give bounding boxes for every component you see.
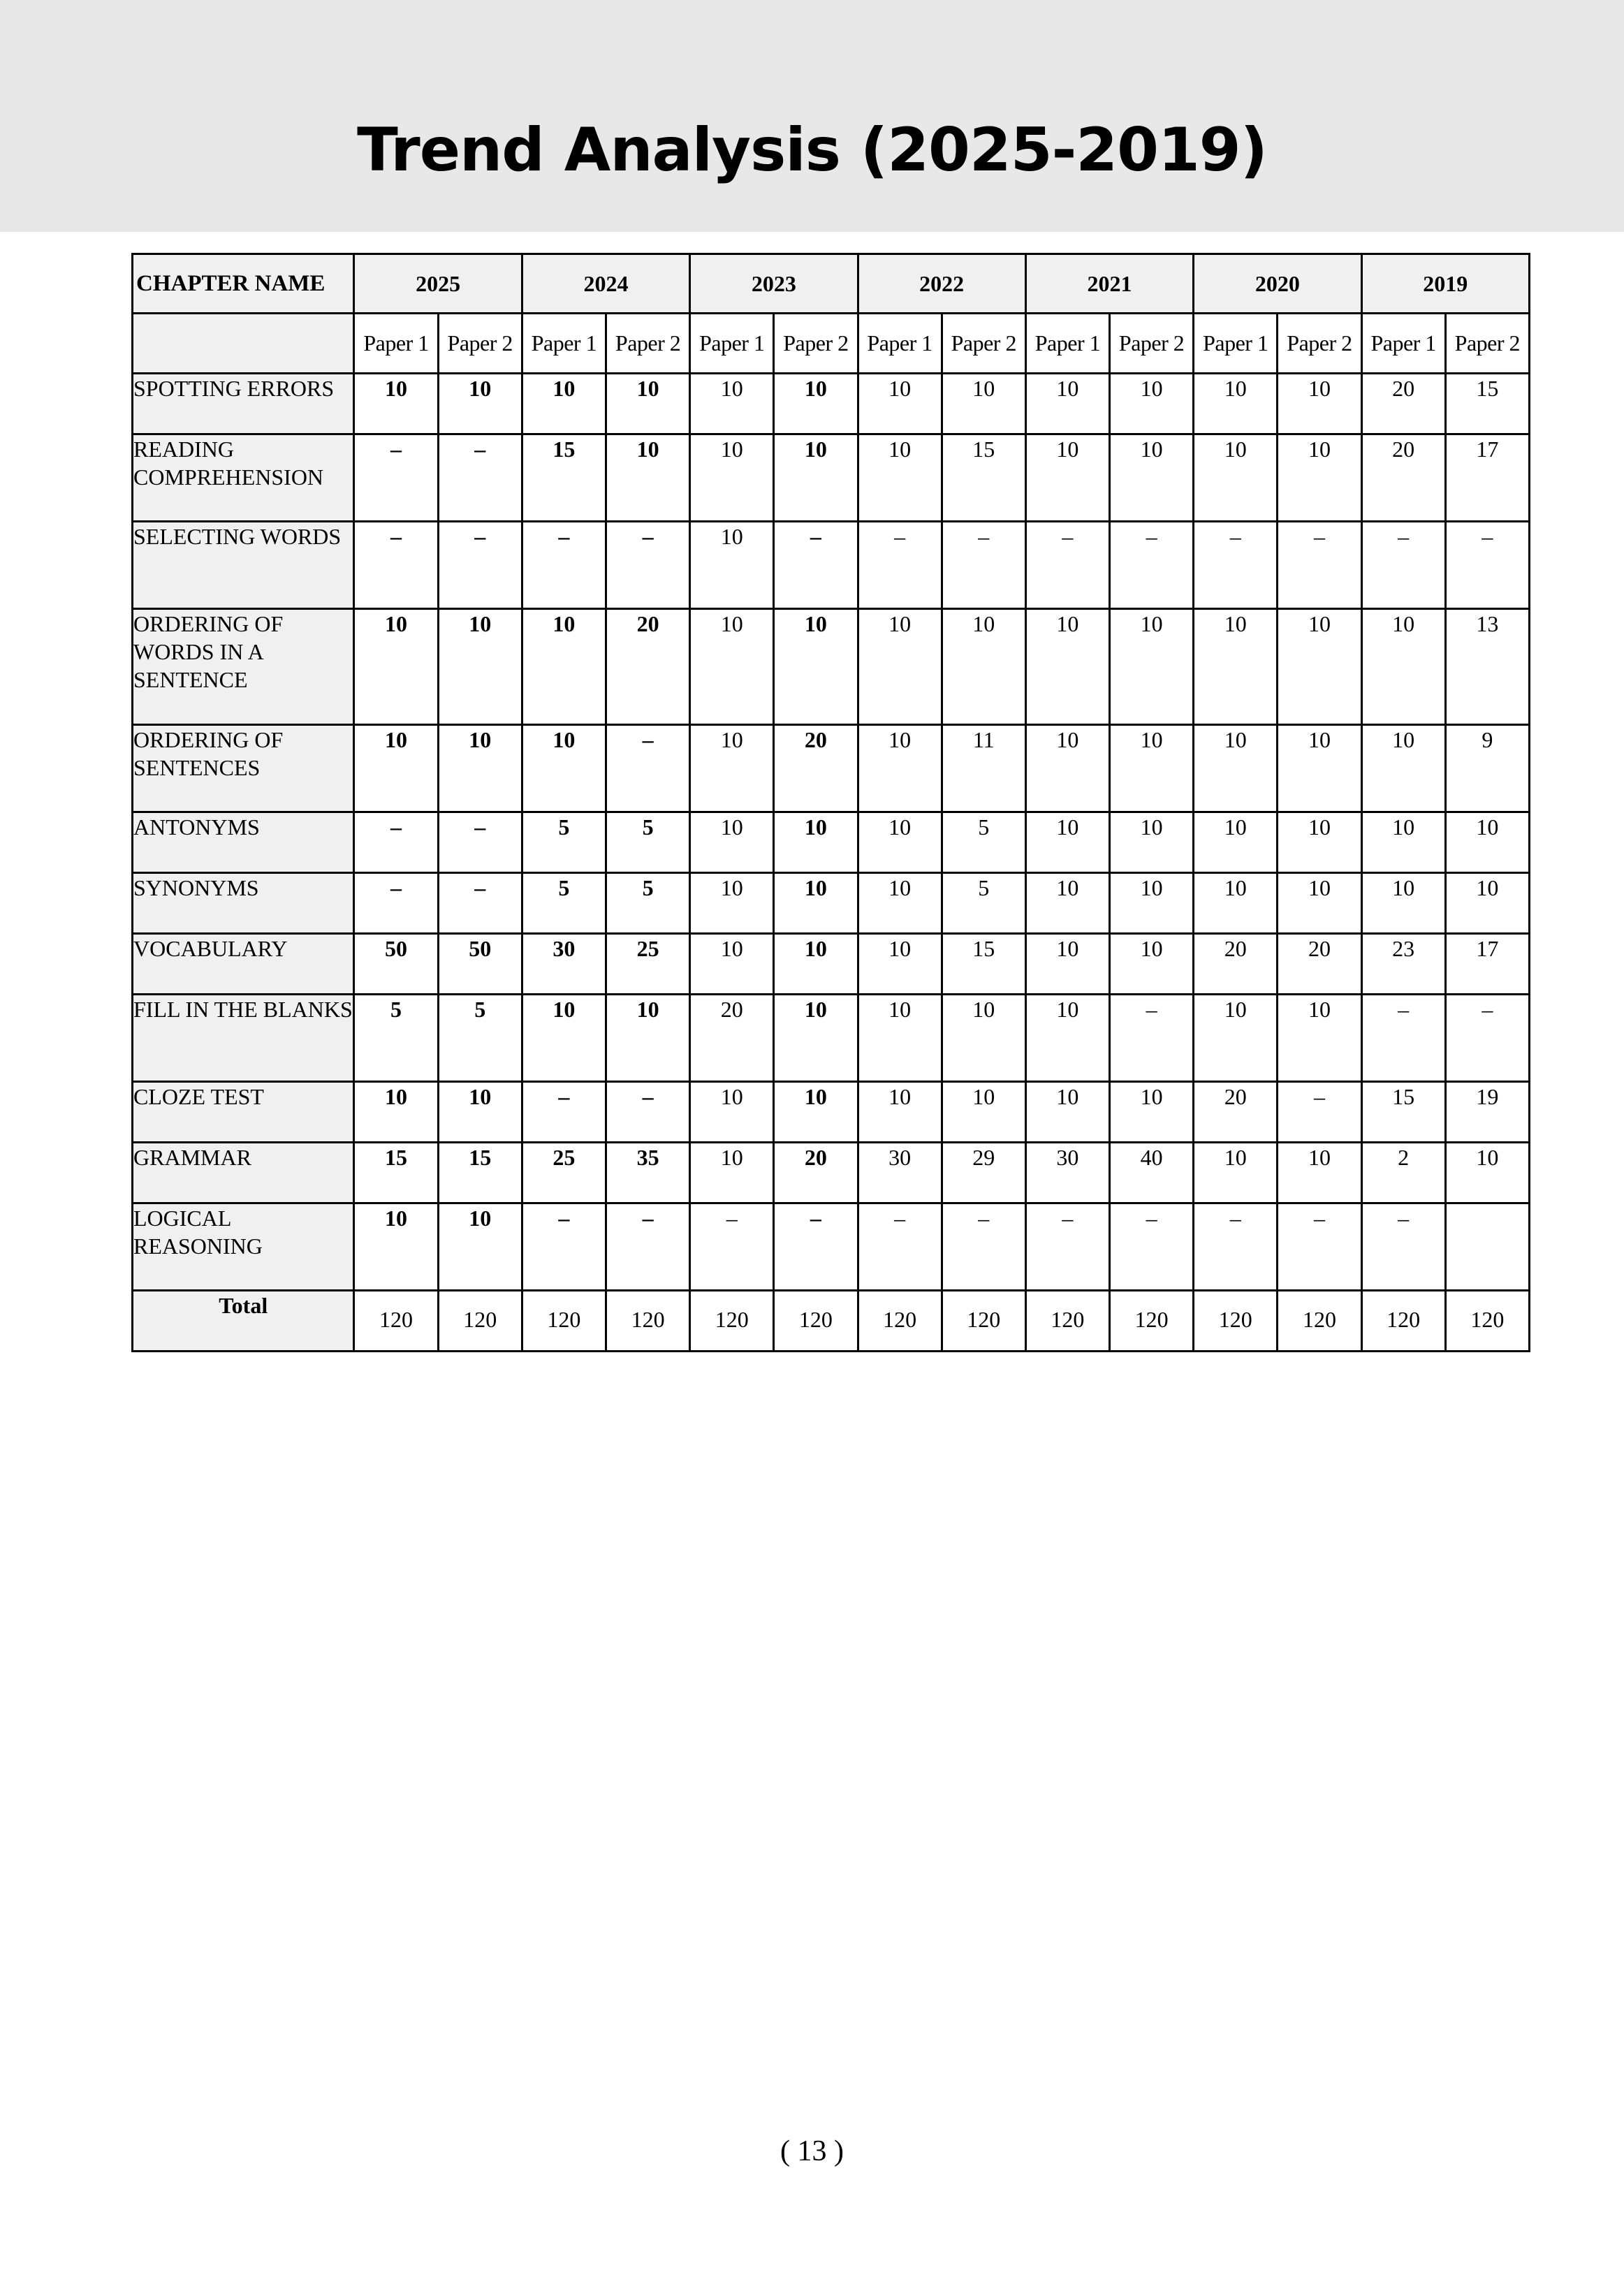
question-count-cell: 10 [522, 725, 606, 812]
year-header-row [133, 254, 1530, 314]
question-count-cell: 15 [942, 434, 1025, 522]
question-count-cell: – [1110, 995, 1194, 1082]
question-count-cell: – [858, 1203, 942, 1291]
question-count-cell: 10 [522, 609, 606, 725]
question-count-cell: – [606, 1082, 689, 1143]
question-count-cell: 10 [1194, 434, 1278, 522]
question-count-cell: – [1445, 995, 1529, 1082]
question-count-cell: – [606, 725, 689, 812]
page-title: Trend Analysis (2025-2019) [357, 115, 1267, 185]
total-value-cell: 120 [1110, 1291, 1194, 1352]
question-count-cell: 10 [354, 725, 438, 812]
question-count-cell: – [1445, 522, 1529, 609]
question-count-cell: 17 [1445, 934, 1529, 995]
question-count-cell: 15 [522, 434, 606, 522]
question-count-cell: 10 [942, 374, 1025, 434]
question-count-cell: 20 [690, 995, 774, 1082]
table-row [133, 873, 1530, 934]
question-count-cell: 10 [1025, 934, 1109, 995]
question-count-cell: 10 [1025, 873, 1109, 934]
question-count-cell: 10 [1110, 434, 1194, 522]
total-row [133, 1291, 1530, 1352]
question-count-cell: 29 [942, 1143, 1025, 1203]
question-count-cell: 10 [774, 374, 858, 434]
question-count-cell: 10 [1110, 725, 1194, 812]
chapter-name-cell: SPOTTING ERRORS [133, 374, 354, 434]
question-count-cell: 10 [1278, 725, 1361, 812]
question-count-cell: 10 [690, 609, 774, 725]
question-count-cell: – [438, 434, 522, 522]
question-count-cell: – [522, 1082, 606, 1143]
table-row [133, 609, 1530, 725]
chapter-name-cell: SYNONYMS [133, 873, 354, 934]
chapter-name-header: CHAPTER NAME [133, 254, 354, 314]
question-count-cell: – [1025, 1203, 1109, 1291]
table-row [133, 522, 1530, 609]
question-count-cell: 10 [858, 434, 942, 522]
question-count-cell: – [354, 434, 438, 522]
question-count-cell: 10 [1278, 434, 1361, 522]
total-value-cell: 120 [858, 1291, 942, 1352]
question-count-cell: 20 [1278, 934, 1361, 995]
chapter-name-cell: LOGICAL REASONING [133, 1203, 354, 1291]
question-count-cell: 10 [1025, 812, 1109, 873]
paper-header: Paper 2 [1445, 314, 1529, 374]
trend-table [131, 253, 1530, 1352]
paper-header: Paper 2 [1278, 314, 1361, 374]
total-value-cell: 120 [1194, 1291, 1278, 1352]
question-count-cell: 30 [858, 1143, 942, 1203]
question-count-cell: – [354, 812, 438, 873]
question-count-cell: – [1194, 1203, 1278, 1291]
question-count-cell [1445, 1203, 1529, 1291]
page-number: ( 13 ) [780, 2135, 844, 2167]
total-value-cell: 120 [522, 1291, 606, 1352]
question-count-cell: 10 [1445, 812, 1529, 873]
total-value-cell: 120 [690, 1291, 774, 1352]
question-count-cell: 10 [858, 995, 942, 1082]
question-count-cell: 5 [606, 873, 689, 934]
question-count-cell: – [354, 873, 438, 934]
question-count-cell: 30 [522, 934, 606, 995]
question-count-cell: 10 [1194, 374, 1278, 434]
question-count-cell: 50 [354, 934, 438, 995]
question-count-cell: – [1194, 522, 1278, 609]
question-count-cell: – [774, 522, 858, 609]
question-count-cell: – [1278, 1203, 1361, 1291]
question-count-cell: 10 [774, 812, 858, 873]
question-count-cell: – [1361, 995, 1445, 1082]
chapter-name-cell: SELECTING WORDS [133, 522, 354, 609]
question-count-cell: – [942, 1203, 1025, 1291]
question-count-cell: 20 [1194, 934, 1278, 995]
question-count-cell: 10 [1278, 609, 1361, 725]
question-count-cell: 10 [1110, 873, 1194, 934]
question-count-cell: 10 [1025, 1082, 1109, 1143]
total-value-cell: 120 [1278, 1291, 1361, 1352]
question-count-cell: 10 [1110, 812, 1194, 873]
question-count-cell: 10 [606, 374, 689, 434]
question-count-cell: 11 [942, 725, 1025, 812]
question-count-cell: 30 [1025, 1143, 1109, 1203]
question-count-cell: 10 [438, 609, 522, 725]
table-row [133, 434, 1530, 522]
question-count-cell: 10 [522, 374, 606, 434]
question-count-cell: 2 [1361, 1143, 1445, 1203]
question-count-cell: 10 [942, 609, 1025, 725]
question-count-cell: 10 [1025, 725, 1109, 812]
question-count-cell: 10 [858, 934, 942, 995]
question-count-cell: 10 [690, 522, 774, 609]
question-count-cell: 10 [606, 434, 689, 522]
question-count-cell: – [438, 873, 522, 934]
question-count-cell: 10 [1194, 609, 1278, 725]
question-count-cell: – [1361, 1203, 1445, 1291]
question-count-cell: 50 [438, 934, 522, 995]
question-count-cell: 10 [942, 995, 1025, 1082]
chapter-name-cell: ANTONYMS [133, 812, 354, 873]
paper-header: Paper 2 [942, 314, 1025, 374]
question-count-cell: 10 [690, 934, 774, 995]
question-count-cell: – [1025, 522, 1109, 609]
question-count-cell: 10 [1110, 609, 1194, 725]
question-count-cell: 10 [1194, 995, 1278, 1082]
year-header: 2024 [522, 254, 689, 314]
question-count-cell: 10 [1278, 1143, 1361, 1203]
question-count-cell: 10 [1194, 725, 1278, 812]
total-value-cell: 120 [1445, 1291, 1529, 1352]
question-count-cell: 10 [1025, 434, 1109, 522]
question-count-cell: 10 [1194, 812, 1278, 873]
question-count-cell: 17 [1445, 434, 1529, 522]
question-count-cell: 23 [1361, 934, 1445, 995]
total-value-cell: 120 [774, 1291, 858, 1352]
chapter-name-cell: ORDERING OF SENTENCES [133, 725, 354, 812]
paper-header: Paper 1 [1025, 314, 1109, 374]
question-count-cell: 10 [858, 812, 942, 873]
paper-header-row [133, 314, 1530, 374]
question-count-cell: 10 [774, 873, 858, 934]
table-row [133, 995, 1530, 1082]
table-row [133, 812, 1530, 873]
year-header: 2019 [1361, 254, 1529, 314]
question-count-cell: 10 [858, 1082, 942, 1143]
question-count-cell: – [606, 1203, 689, 1291]
question-count-cell: 10 [1110, 374, 1194, 434]
table-row [133, 374, 1530, 434]
question-count-cell: – [858, 522, 942, 609]
question-count-cell: 10 [690, 725, 774, 812]
question-count-cell: 20 [1361, 374, 1445, 434]
question-count-cell: 15 [438, 1143, 522, 1203]
table-row [133, 1203, 1530, 1291]
question-count-cell: 10 [606, 995, 689, 1082]
question-count-cell: 10 [1194, 873, 1278, 934]
question-count-cell: – [1110, 522, 1194, 609]
question-count-cell: 35 [606, 1143, 689, 1203]
question-count-cell: 15 [1445, 374, 1529, 434]
question-count-cell: 10 [858, 725, 942, 812]
total-value-cell: 120 [1361, 1291, 1445, 1352]
question-count-cell: 10 [1361, 812, 1445, 873]
question-count-cell: 10 [690, 1082, 774, 1143]
question-count-cell: 10 [774, 934, 858, 995]
question-count-cell: 10 [690, 434, 774, 522]
paper-header: Paper 1 [1361, 314, 1445, 374]
question-count-cell: 10 [354, 1082, 438, 1143]
question-count-cell: – [438, 522, 522, 609]
total-value-cell: 120 [606, 1291, 689, 1352]
question-count-cell: 15 [1361, 1082, 1445, 1143]
question-count-cell: 10 [774, 434, 858, 522]
year-header: 2021 [1025, 254, 1193, 314]
chapter-name-cell: FILL IN THE BLANKS [133, 995, 354, 1082]
question-count-cell: 20 [1361, 434, 1445, 522]
year-header: 2022 [858, 254, 1025, 314]
question-count-cell: 40 [1110, 1143, 1194, 1203]
question-count-cell: – [774, 1203, 858, 1291]
question-count-cell: 10 [438, 1082, 522, 1143]
question-count-cell: 5 [354, 995, 438, 1082]
question-count-cell: 10 [774, 1082, 858, 1143]
paper-header: Paper 2 [438, 314, 522, 374]
question-count-cell: 10 [690, 374, 774, 434]
question-count-cell: – [690, 1203, 774, 1291]
question-count-cell: 10 [774, 609, 858, 725]
question-count-cell: 13 [1445, 609, 1529, 725]
paper-header: Paper 1 [522, 314, 606, 374]
question-count-cell: – [1278, 1082, 1361, 1143]
trend-table-body [133, 374, 1530, 1352]
question-count-cell: 10 [354, 1203, 438, 1291]
question-count-cell: 20 [774, 725, 858, 812]
question-count-cell: 10 [1194, 1143, 1278, 1203]
question-count-cell: 10 [858, 374, 942, 434]
question-count-cell: 10 [1278, 812, 1361, 873]
question-count-cell: 10 [438, 374, 522, 434]
question-count-cell: 5 [522, 812, 606, 873]
question-count-cell: 19 [1445, 1082, 1529, 1143]
total-value-cell: 120 [1025, 1291, 1109, 1352]
question-count-cell: 10 [1025, 374, 1109, 434]
question-count-cell: 10 [690, 1143, 774, 1203]
question-count-cell: 5 [942, 873, 1025, 934]
question-count-cell: – [606, 522, 689, 609]
question-count-cell: 10 [522, 995, 606, 1082]
table-row [133, 1082, 1530, 1143]
question-count-cell: 10 [1025, 995, 1109, 1082]
question-count-cell: 10 [1278, 873, 1361, 934]
question-count-cell: 25 [522, 1143, 606, 1203]
question-count-cell: 10 [1278, 374, 1361, 434]
question-count-cell: 20 [1194, 1082, 1278, 1143]
paper-header: Paper 1 [858, 314, 942, 374]
question-count-cell: – [354, 522, 438, 609]
question-count-cell: 10 [1110, 1082, 1194, 1143]
question-count-cell: 20 [774, 1143, 858, 1203]
question-count-cell: 10 [1025, 609, 1109, 725]
question-count-cell: 10 [354, 609, 438, 725]
total-label: Total [133, 1291, 354, 1352]
question-count-cell: – [522, 1203, 606, 1291]
paper-header: Paper 1 [1194, 314, 1278, 374]
blank-header-cell [133, 314, 354, 374]
question-count-cell: 10 [1361, 609, 1445, 725]
chapter-name-cell: VOCABULARY [133, 934, 354, 995]
question-count-cell: 10 [942, 1082, 1025, 1143]
question-count-cell: – [438, 812, 522, 873]
question-count-cell: 15 [942, 934, 1025, 995]
question-count-cell: 20 [606, 609, 689, 725]
question-count-cell: 10 [1361, 725, 1445, 812]
question-count-cell: – [1110, 1203, 1194, 1291]
question-count-cell: 10 [438, 1203, 522, 1291]
question-count-cell: 10 [1445, 1143, 1529, 1203]
question-count-cell: 10 [858, 609, 942, 725]
question-count-cell: 5 [606, 812, 689, 873]
question-count-cell: 5 [942, 812, 1025, 873]
chapter-name-cell: READING COMPREHENSION [133, 434, 354, 522]
question-count-cell: 10 [1110, 934, 1194, 995]
question-count-cell: 10 [690, 873, 774, 934]
chapter-name-cell: CLOZE TEST [133, 1082, 354, 1143]
table-row [133, 934, 1530, 995]
paper-header: Paper 1 [354, 314, 438, 374]
question-count-cell: – [1361, 522, 1445, 609]
question-count-cell: – [942, 522, 1025, 609]
chapter-name-cell: ORDERING OF WORDS IN A SENTENCE [133, 609, 354, 725]
question-count-cell: 25 [606, 934, 689, 995]
total-value-cell: 120 [354, 1291, 438, 1352]
question-count-cell: 5 [438, 995, 522, 1082]
question-count-cell: 10 [858, 873, 942, 934]
year-header: 2020 [1194, 254, 1361, 314]
paper-header: Paper 2 [1110, 314, 1194, 374]
question-count-cell: 10 [354, 374, 438, 434]
question-count-cell: – [1278, 522, 1361, 609]
question-count-cell: 10 [438, 725, 522, 812]
question-count-cell: 10 [774, 995, 858, 1082]
total-value-cell: 120 [438, 1291, 522, 1352]
table-row [133, 1143, 1530, 1203]
question-count-cell: 5 [522, 873, 606, 934]
paper-header: Paper 1 [690, 314, 774, 374]
question-count-cell: 10 [1361, 873, 1445, 934]
paper-header: Paper 2 [774, 314, 858, 374]
chapter-name-cell: GRAMMAR [133, 1143, 354, 1203]
question-count-cell: 10 [690, 812, 774, 873]
table-row [133, 725, 1530, 812]
question-count-cell: 15 [354, 1143, 438, 1203]
year-header: 2023 [690, 254, 858, 314]
question-count-cell: 10 [1278, 995, 1361, 1082]
question-count-cell: 10 [1445, 873, 1529, 934]
total-value-cell: 120 [942, 1291, 1025, 1352]
year-header: 2025 [354, 254, 522, 314]
question-count-cell: 9 [1445, 725, 1529, 812]
question-count-cell: – [522, 522, 606, 609]
paper-header: Paper 2 [606, 314, 689, 374]
